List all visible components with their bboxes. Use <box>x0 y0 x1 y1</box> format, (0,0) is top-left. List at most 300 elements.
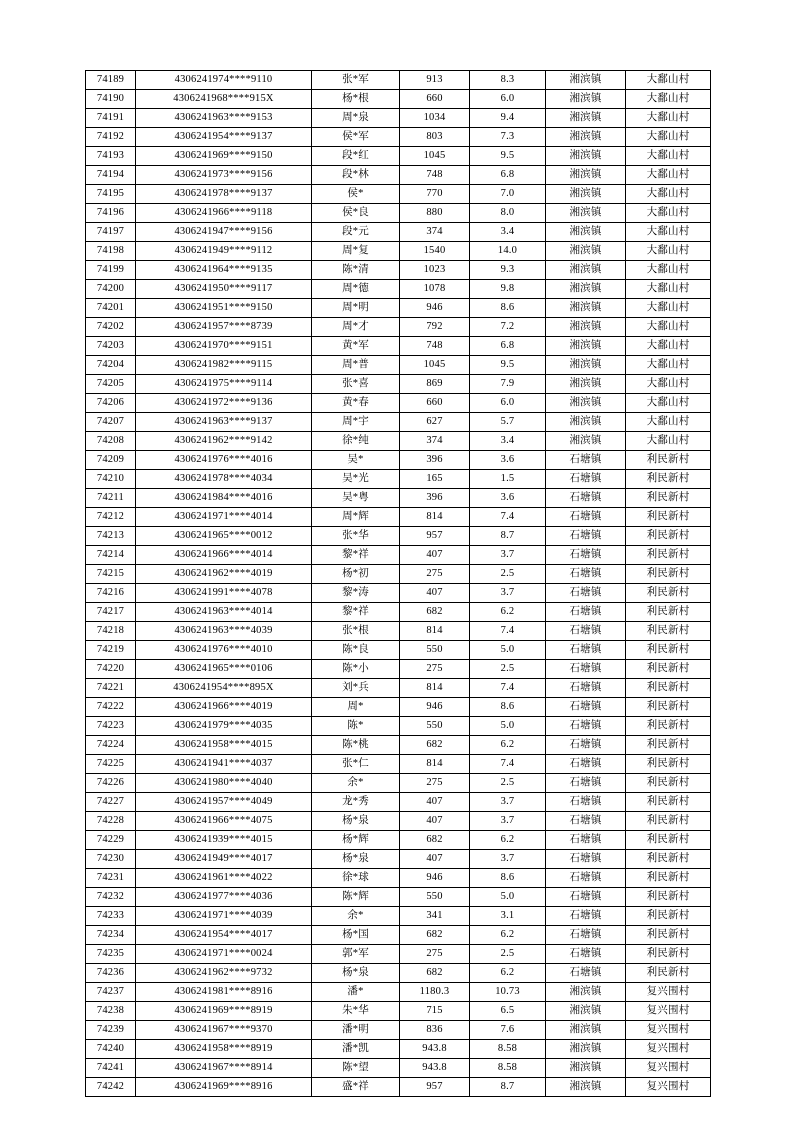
village-cell: 利民新村 <box>626 584 711 603</box>
id-number-cell: 4306241965****0106 <box>136 660 312 679</box>
amount-cell: 946 <box>400 698 470 717</box>
id-number-cell: 4306241954****895X <box>136 679 312 698</box>
amount-cell: 869 <box>400 375 470 394</box>
id-number-cell: 4306241954****4017 <box>136 926 312 945</box>
table-row <box>86 850 711 869</box>
id-number-cell: 4306241975****9114 <box>136 375 312 394</box>
village-cell: 大鄱山村 <box>626 299 711 318</box>
seq-cell: 74199 <box>86 261 136 280</box>
town-cell: 湘滨镇 <box>546 356 626 375</box>
id-number-cell: 4306241971****4039 <box>136 907 312 926</box>
table-row <box>86 299 711 318</box>
name-cell: 陈*小 <box>312 660 400 679</box>
seq-cell: 74221 <box>86 679 136 698</box>
id-number-cell: 4306241941****4037 <box>136 755 312 774</box>
village-cell: 利民新村 <box>626 508 711 527</box>
table-row <box>86 527 711 546</box>
table-row <box>86 451 711 470</box>
table-row <box>86 698 711 717</box>
amount-cell: 682 <box>400 926 470 945</box>
seq-cell: 74206 <box>86 394 136 413</box>
village-cell: 大鄱山村 <box>626 356 711 375</box>
name-cell: 陈*望 <box>312 1059 400 1078</box>
table-row <box>86 1078 711 1097</box>
name-cell: 黎*祥 <box>312 546 400 565</box>
rate-cell: 9.4 <box>470 109 546 128</box>
seq-cell: 74209 <box>86 451 136 470</box>
seq-cell: 74237 <box>86 983 136 1002</box>
town-cell: 石塘镇 <box>546 926 626 945</box>
amount-cell: 396 <box>400 489 470 508</box>
village-cell: 大鄱山村 <box>626 166 711 185</box>
name-cell: 周*德 <box>312 280 400 299</box>
id-number-cell: 4306241982****9115 <box>136 356 312 375</box>
name-cell: 杨*泉 <box>312 850 400 869</box>
name-cell: 周*复 <box>312 242 400 261</box>
town-cell: 湘滨镇 <box>546 1002 626 1021</box>
amount-cell: 770 <box>400 185 470 204</box>
amount-cell: 407 <box>400 584 470 603</box>
table-row <box>86 1059 711 1078</box>
town-cell: 湘滨镇 <box>546 204 626 223</box>
id-number-cell: 4306241966****4019 <box>136 698 312 717</box>
rate-cell: 9.3 <box>470 261 546 280</box>
rate-cell: 3.7 <box>470 850 546 869</box>
name-cell: 陈*清 <box>312 261 400 280</box>
town-cell: 石塘镇 <box>546 508 626 527</box>
town-cell: 湘滨镇 <box>546 261 626 280</box>
table-row <box>86 945 711 964</box>
table-row <box>86 641 711 660</box>
id-number-cell: 4306241968****915X <box>136 90 312 109</box>
seq-cell: 74205 <box>86 375 136 394</box>
village-cell: 利民新村 <box>626 660 711 679</box>
seq-cell: 74203 <box>86 337 136 356</box>
id-number-cell: 4306241971****4014 <box>136 508 312 527</box>
table-row <box>86 413 711 432</box>
village-cell: 利民新村 <box>626 850 711 869</box>
seq-cell: 74226 <box>86 774 136 793</box>
town-cell: 湘滨镇 <box>546 223 626 242</box>
town-cell: 石塘镇 <box>546 774 626 793</box>
rate-cell: 5.0 <box>470 641 546 660</box>
rate-cell: 10.73 <box>470 983 546 1002</box>
table-row <box>86 869 711 888</box>
village-cell: 利民新村 <box>626 945 711 964</box>
seq-cell: 74223 <box>86 717 136 736</box>
name-cell: 余* <box>312 774 400 793</box>
rate-cell: 8.6 <box>470 698 546 717</box>
id-number-cell: 4306241963****4039 <box>136 622 312 641</box>
name-cell: 徐*纯 <box>312 432 400 451</box>
rate-cell: 6.8 <box>470 337 546 356</box>
amount-cell: 1078 <box>400 280 470 299</box>
table-row <box>86 375 711 394</box>
table-row <box>86 755 711 774</box>
rate-cell: 8.58 <box>470 1059 546 1078</box>
seq-cell: 74193 <box>86 147 136 166</box>
id-number-cell: 4306241974****9110 <box>136 71 312 90</box>
amount-cell: 946 <box>400 869 470 888</box>
seq-cell: 74211 <box>86 489 136 508</box>
name-cell: 杨*国 <box>312 926 400 945</box>
table-row <box>86 660 711 679</box>
rate-cell: 8.3 <box>470 71 546 90</box>
table-row <box>86 90 711 109</box>
town-cell: 石塘镇 <box>546 869 626 888</box>
town-cell: 石塘镇 <box>546 565 626 584</box>
town-cell: 石塘镇 <box>546 907 626 926</box>
rate-cell: 2.5 <box>470 565 546 584</box>
amount-cell: 814 <box>400 679 470 698</box>
rate-cell: 3.1 <box>470 907 546 926</box>
town-cell: 湘滨镇 <box>546 394 626 413</box>
id-number-cell: 4306241954****9137 <box>136 128 312 147</box>
village-cell: 利民新村 <box>626 679 711 698</box>
amount-cell: 957 <box>400 527 470 546</box>
seq-cell: 74219 <box>86 641 136 660</box>
village-cell: 复兴围村 <box>626 1078 711 1097</box>
id-number-cell: 4306241963****4014 <box>136 603 312 622</box>
rate-cell: 8.0 <box>470 204 546 223</box>
seq-cell: 74210 <box>86 470 136 489</box>
amount-cell: 792 <box>400 318 470 337</box>
amount-cell: 748 <box>400 166 470 185</box>
town-cell: 石塘镇 <box>546 603 626 622</box>
name-cell: 张*根 <box>312 622 400 641</box>
rate-cell: 6.2 <box>470 831 546 850</box>
amount-cell: 814 <box>400 622 470 641</box>
village-cell: 复兴围村 <box>626 1021 711 1040</box>
seq-cell: 74200 <box>86 280 136 299</box>
village-cell: 利民新村 <box>626 869 711 888</box>
village-cell: 大鄱山村 <box>626 204 711 223</box>
amount-cell: 165 <box>400 470 470 489</box>
name-cell: 周*普 <box>312 356 400 375</box>
amount-cell: 1180.3 <box>400 983 470 1002</box>
rate-cell: 1.5 <box>470 470 546 489</box>
table-row <box>86 565 711 584</box>
amount-cell: 275 <box>400 565 470 584</box>
name-cell: 周*辉 <box>312 508 400 527</box>
id-number-cell: 4306241978****9137 <box>136 185 312 204</box>
village-cell: 大鄱山村 <box>626 413 711 432</box>
town-cell: 石塘镇 <box>546 622 626 641</box>
rate-cell: 3.7 <box>470 793 546 812</box>
seq-cell: 74197 <box>86 223 136 242</box>
table-row <box>86 204 711 223</box>
village-cell: 大鄱山村 <box>626 261 711 280</box>
amount-cell: 660 <box>400 394 470 413</box>
records-table <box>85 70 711 1097</box>
table-row <box>86 71 711 90</box>
seq-cell: 74241 <box>86 1059 136 1078</box>
seq-cell: 74230 <box>86 850 136 869</box>
id-number-cell: 4306241972****9136 <box>136 394 312 413</box>
rate-cell: 6.5 <box>470 1002 546 1021</box>
rate-cell: 8.7 <box>470 1078 546 1097</box>
name-cell: 龙*秀 <box>312 793 400 812</box>
table-row <box>86 242 711 261</box>
town-cell: 湘滨镇 <box>546 413 626 432</box>
seq-cell: 74229 <box>86 831 136 850</box>
village-cell: 利民新村 <box>626 641 711 660</box>
table-row <box>86 793 711 812</box>
name-cell: 陈* <box>312 717 400 736</box>
seq-cell: 74233 <box>86 907 136 926</box>
rate-cell: 3.6 <box>470 451 546 470</box>
town-cell: 湘滨镇 <box>546 337 626 356</box>
rate-cell: 5.0 <box>470 717 546 736</box>
rate-cell: 9.5 <box>470 147 546 166</box>
village-cell: 利民新村 <box>626 736 711 755</box>
table-row <box>86 603 711 622</box>
town-cell: 石塘镇 <box>546 679 626 698</box>
table-row <box>86 394 711 413</box>
village-cell: 利民新村 <box>626 793 711 812</box>
id-number-cell: 4306241958****4015 <box>136 736 312 755</box>
table-row <box>86 926 711 945</box>
name-cell: 潘* <box>312 983 400 1002</box>
table-row <box>86 774 711 793</box>
amount-cell: 407 <box>400 793 470 812</box>
table-row <box>86 280 711 299</box>
name-cell: 段*红 <box>312 147 400 166</box>
id-number-cell: 4306241957****8739 <box>136 318 312 337</box>
town-cell: 湘滨镇 <box>546 109 626 128</box>
amount-cell: 275 <box>400 660 470 679</box>
table-row <box>86 831 711 850</box>
table-row <box>86 318 711 337</box>
table-row <box>86 546 711 565</box>
village-cell: 复兴围村 <box>626 1040 711 1059</box>
name-cell: 杨*辉 <box>312 831 400 850</box>
seq-cell: 74218 <box>86 622 136 641</box>
id-number-cell: 4306241966****4014 <box>136 546 312 565</box>
name-cell: 陈*桃 <box>312 736 400 755</box>
rate-cell: 3.7 <box>470 546 546 565</box>
id-number-cell: 4306241963****9137 <box>136 413 312 432</box>
id-number-cell: 4306241964****9135 <box>136 261 312 280</box>
table-row <box>86 147 711 166</box>
name-cell: 黄*春 <box>312 394 400 413</box>
rate-cell: 3.6 <box>470 489 546 508</box>
village-cell: 利民新村 <box>626 546 711 565</box>
name-cell: 段*林 <box>312 166 400 185</box>
table-row <box>86 1002 711 1021</box>
village-cell: 复兴围村 <box>626 1002 711 1021</box>
seq-cell: 74225 <box>86 755 136 774</box>
id-number-cell: 4306241976****4010 <box>136 641 312 660</box>
name-cell: 杨*根 <box>312 90 400 109</box>
town-cell: 石塘镇 <box>546 831 626 850</box>
rate-cell: 7.0 <box>470 185 546 204</box>
town-cell: 湘滨镇 <box>546 147 626 166</box>
id-number-cell: 4306241963****9153 <box>136 109 312 128</box>
id-number-cell: 4306241973****9156 <box>136 166 312 185</box>
town-cell: 湘滨镇 <box>546 1059 626 1078</box>
amount-cell: 407 <box>400 546 470 565</box>
table-row <box>86 679 711 698</box>
amount-cell: 407 <box>400 850 470 869</box>
amount-cell: 1540 <box>400 242 470 261</box>
rate-cell: 14.0 <box>470 242 546 261</box>
name-cell: 吴*光 <box>312 470 400 489</box>
amount-cell: 550 <box>400 641 470 660</box>
amount-cell: 836 <box>400 1021 470 1040</box>
id-number-cell: 4306241978****4034 <box>136 470 312 489</box>
seq-cell: 74234 <box>86 926 136 945</box>
seq-cell: 74231 <box>86 869 136 888</box>
name-cell: 侯*良 <box>312 204 400 223</box>
village-cell: 利民新村 <box>626 489 711 508</box>
town-cell: 石塘镇 <box>546 698 626 717</box>
id-number-cell: 4306241981****8916 <box>136 983 312 1002</box>
village-cell: 利民新村 <box>626 774 711 793</box>
seq-cell: 74208 <box>86 432 136 451</box>
name-cell: 吴* <box>312 451 400 470</box>
id-number-cell: 4306241957****4049 <box>136 793 312 812</box>
rate-cell: 8.6 <box>470 869 546 888</box>
table-row <box>86 337 711 356</box>
id-number-cell: 4306241950****9117 <box>136 280 312 299</box>
name-cell: 张*军 <box>312 71 400 90</box>
seq-cell: 74239 <box>86 1021 136 1040</box>
town-cell: 石塘镇 <box>546 945 626 964</box>
name-cell: 盛*祥 <box>312 1078 400 1097</box>
table-row <box>86 584 711 603</box>
village-cell: 大鄱山村 <box>626 128 711 147</box>
table-row <box>86 432 711 451</box>
amount-cell: 407 <box>400 812 470 831</box>
town-cell: 湘滨镇 <box>546 1078 626 1097</box>
table-row <box>86 964 711 983</box>
name-cell: 余* <box>312 907 400 926</box>
rate-cell: 5.7 <box>470 413 546 432</box>
town-cell: 石塘镇 <box>546 451 626 470</box>
amount-cell: 913 <box>400 71 470 90</box>
table-row <box>86 356 711 375</box>
amount-cell: 943.8 <box>400 1040 470 1059</box>
table-row <box>86 1021 711 1040</box>
rate-cell: 8.6 <box>470 299 546 318</box>
town-cell: 石塘镇 <box>546 584 626 603</box>
seq-cell: 74216 <box>86 584 136 603</box>
amount-cell: 748 <box>400 337 470 356</box>
amount-cell: 374 <box>400 223 470 242</box>
amount-cell: 1023 <box>400 261 470 280</box>
amount-cell: 396 <box>400 451 470 470</box>
rate-cell: 6.0 <box>470 90 546 109</box>
village-cell: 利民新村 <box>626 565 711 584</box>
amount-cell: 550 <box>400 888 470 907</box>
village-cell: 利民新村 <box>626 717 711 736</box>
village-cell: 利民新村 <box>626 527 711 546</box>
id-number-cell: 4306241980****4040 <box>136 774 312 793</box>
seq-cell: 74235 <box>86 945 136 964</box>
table-row <box>86 185 711 204</box>
town-cell: 石塘镇 <box>546 755 626 774</box>
amount-cell: 682 <box>400 736 470 755</box>
town-cell: 石塘镇 <box>546 470 626 489</box>
id-number-cell: 4306241962****9142 <box>136 432 312 451</box>
id-number-cell: 4306241967****9370 <box>136 1021 312 1040</box>
rate-cell: 7.9 <box>470 375 546 394</box>
village-cell: 大鄱山村 <box>626 223 711 242</box>
id-number-cell: 4306241977****4036 <box>136 888 312 907</box>
amount-cell: 341 <box>400 907 470 926</box>
amount-cell: 880 <box>400 204 470 223</box>
town-cell: 湘滨镇 <box>546 983 626 1002</box>
id-number-cell: 4306241958****8919 <box>136 1040 312 1059</box>
rate-cell: 6.2 <box>470 603 546 622</box>
table-row <box>86 736 711 755</box>
rate-cell: 7.4 <box>470 622 546 641</box>
town-cell: 石塘镇 <box>546 489 626 508</box>
seq-cell: 74190 <box>86 90 136 109</box>
village-cell: 利民新村 <box>626 907 711 926</box>
seq-cell: 74215 <box>86 565 136 584</box>
table-row <box>86 261 711 280</box>
village-cell: 大鄱山村 <box>626 394 711 413</box>
id-number-cell: 4306241961****4022 <box>136 869 312 888</box>
rate-cell: 7.2 <box>470 318 546 337</box>
town-cell: 湘滨镇 <box>546 1040 626 1059</box>
name-cell: 周*才 <box>312 318 400 337</box>
amount-cell: 275 <box>400 945 470 964</box>
id-number-cell: 4306241969****9150 <box>136 147 312 166</box>
village-cell: 大鄱山村 <box>626 318 711 337</box>
id-number-cell: 4306241984****4016 <box>136 489 312 508</box>
village-cell: 利民新村 <box>626 470 711 489</box>
town-cell: 湘滨镇 <box>546 432 626 451</box>
name-cell: 张*华 <box>312 527 400 546</box>
rate-cell: 7.4 <box>470 508 546 527</box>
rate-cell: 2.5 <box>470 774 546 793</box>
name-cell: 黎*涛 <box>312 584 400 603</box>
rate-cell: 5.0 <box>470 888 546 907</box>
seq-cell: 74201 <box>86 299 136 318</box>
town-cell: 石塘镇 <box>546 793 626 812</box>
seq-cell: 74202 <box>86 318 136 337</box>
village-cell: 大鄱山村 <box>626 109 711 128</box>
name-cell: 朱*华 <box>312 1002 400 1021</box>
name-cell: 郭*军 <box>312 945 400 964</box>
table-row <box>86 1040 711 1059</box>
id-number-cell: 4306241976****4016 <box>136 451 312 470</box>
rate-cell: 6.2 <box>470 736 546 755</box>
town-cell: 石塘镇 <box>546 850 626 869</box>
seq-cell: 74240 <box>86 1040 136 1059</box>
rate-cell: 3.4 <box>470 223 546 242</box>
town-cell: 湘滨镇 <box>546 318 626 337</box>
id-number-cell: 4306241965****0012 <box>136 527 312 546</box>
id-number-cell: 4306241966****4075 <box>136 812 312 831</box>
name-cell: 张*仁 <box>312 755 400 774</box>
village-cell: 利民新村 <box>626 755 711 774</box>
rate-cell: 7.4 <box>470 755 546 774</box>
seq-cell: 74212 <box>86 508 136 527</box>
town-cell: 湘滨镇 <box>546 242 626 261</box>
seq-cell: 74217 <box>86 603 136 622</box>
rate-cell: 8.58 <box>470 1040 546 1059</box>
amount-cell: 803 <box>400 128 470 147</box>
village-cell: 复兴围村 <box>626 1059 711 1078</box>
seq-cell: 74189 <box>86 71 136 90</box>
town-cell: 湘滨镇 <box>546 185 626 204</box>
rate-cell: 6.8 <box>470 166 546 185</box>
name-cell: 刘*兵 <box>312 679 400 698</box>
